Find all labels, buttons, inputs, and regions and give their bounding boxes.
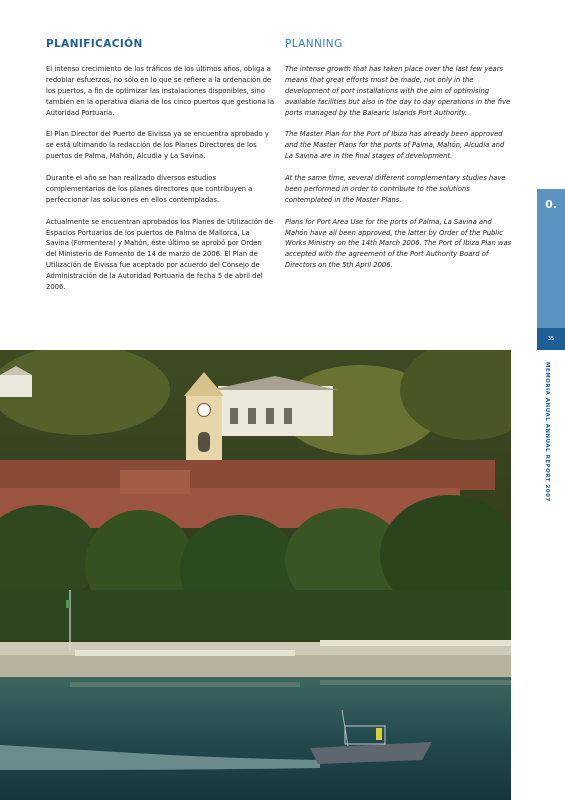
paragraph-en-3: At the same time, several different complementary studies have been performed in order to contribute to the solutions contemplated in the Master Plans. — [285, 174, 506, 204]
harbour-photo — [0, 350, 511, 800]
tower-clock — [198, 404, 211, 417]
paragraph-en-2: The Master Plan for the Port of Ibiza has already been approved and the Master Plans for the ports of Palma, Mahón, Alcudia and La Savina are in the final stages of development. — [285, 130, 505, 161]
spanish-column — [46, 38, 274, 304]
annual-report-label: MEMORIA ANUAL ANNUAL REPORT 2007 — [544, 362, 550, 502]
paragraph-es-1: El intenso crecimiento de los tráficos de los últimos años, obliga a redoblar esfuerzos, no sólo en lo que se refiere a la ordenación de los puertos, a fin de optimizar las instalaciones disponibles, sino también en la operativa diaria de los cinco puertos que gestiona la Autoridad Portuaria. — [46, 65, 274, 117]
paragraph-es-4: Actualmente se encuentran aprobados los Planes de Utilización de Espacios Portuarios de los puertos de Palma de Mallorca, La Savina (Formentera) y Mahón, éste último se aprobó por Orden del Ministerio de Fomento de 14 de marzo de 2006. El Plan de Utilización de Eivissa fue aceptado por acuerdo del Consejo de Administración de la Autoridad Portuaria de fecha 5 de abril del 2006. — [46, 217, 273, 292]
english-column — [285, 38, 513, 282]
harbour-water — [0, 677, 511, 800]
paragraph-es-3: Durante el año se han realizado diversos estudios complementarios de los planes directores que contribuyen a perfeccionar las soluciones en ellos contempladas. — [46, 174, 253, 204]
section-heading-en: PLANNING — [285, 38, 343, 50]
paragraph-en-1: The intense growth that has taken place over the last few years means that great efforts must be made, not only in the development of port installations with the aim of optimising available facilities but also in the day to day operations in the five ports managed by the Balearic Islands Port Authority. — [285, 65, 511, 117]
white-house — [0, 375, 32, 397]
chapter-number: 0. — [545, 197, 557, 211]
paragraph-en-4: Plans for Port Area Use for the ports of Palma, La Savina and Mahón have all been approved, the latter by Order of the Public Works Ministry on the 14th March 2006. The Port of Ibiza Plan was accepted with the agreement of the Port Authority Board of Directors on the 5th April 2006. — [285, 217, 512, 270]
tile-roof-back — [0, 460, 495, 490]
paragraph-es-2: El Plan Director del Puerto de Eivissa ya se encuentra aprobado y se está ultimando la redacción de los Planes Directores de los puertos de Palma, Mahón, Alcudia y La Savina. — [46, 130, 269, 161]
page-number: 35 — [537, 328, 565, 350]
section-heading-es: PLANIFICACIÓN — [46, 38, 143, 50]
